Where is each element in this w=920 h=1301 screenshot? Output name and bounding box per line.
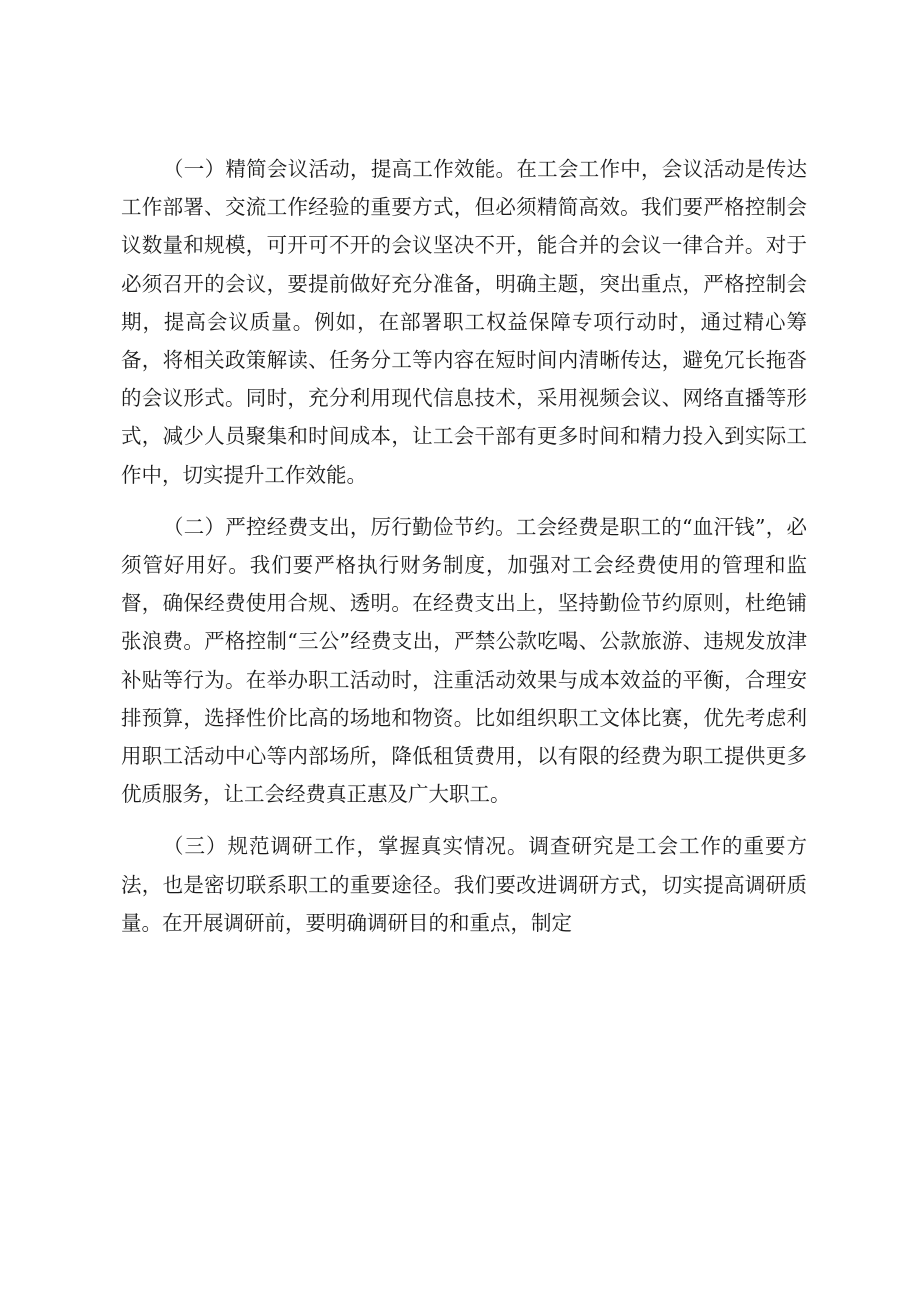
paragraph-1: （一）精简会议活动，提高工作效能。在工会工作中，会议活动是传达工作部署、交流工作经验的重要方式，但必须精简高效。我们要严格控制会议数量和规模，可开可不开的会议坚决不开，能合并的会议一律合并。对于必须召开的会议，要提前做好充分准备，明确主题，突出重点，严格控制会期，提高会议质量。例如，在部署职工权益保障专项行动时，通过精心筹备，将相关政策解读、任务分工等内容在短时间内清晰传达，避免冗长拖沓的会议形式。同时，充分利用现代信息技术，采用视频会议、网络直播等形式，减少人员聚集和时间成本，让工会干部有更多时间和精力投入到实际工作中，切实提升工作效能。 bbox=[121, 157, 807, 487]
paragraph-2: （二）严控经费支出，厉行勤俭节约。工会经费是职工的“血汗钱”，必须管好用好。我们要严格执行财务制度，加强对工会经费使用的管理和监督，确保经费使用合规、透明。在经费支出上，坚持勤俭节约原则，杜绝铺张浪费。严格控制“三公”经费支出，严禁公款吃喝、公款旅游、违规发放津补贴等行为。在举办职工活动时，注重活动效果与成本效益的平衡，合理安排预算，选择性价比高的场地和物资。比如组织职工文体比赛，优先考虑利用职工活动中心等内部场所，降低租赁费用，以有限的经费为职工提供更多优质服务，让工会经费真正惠及广大职工。 bbox=[121, 514, 807, 807]
paragraph-3: （三）规范调研工作，掌握真实情况。调查研究是工会工作的重要方法，也是密切联系职工的重要途径。我们要改进调研方式，切实提高调研质量。在开展调研前，要明确调研目的和重点，制定 bbox=[121, 834, 807, 935]
document-body bbox=[121, 150, 807, 956]
